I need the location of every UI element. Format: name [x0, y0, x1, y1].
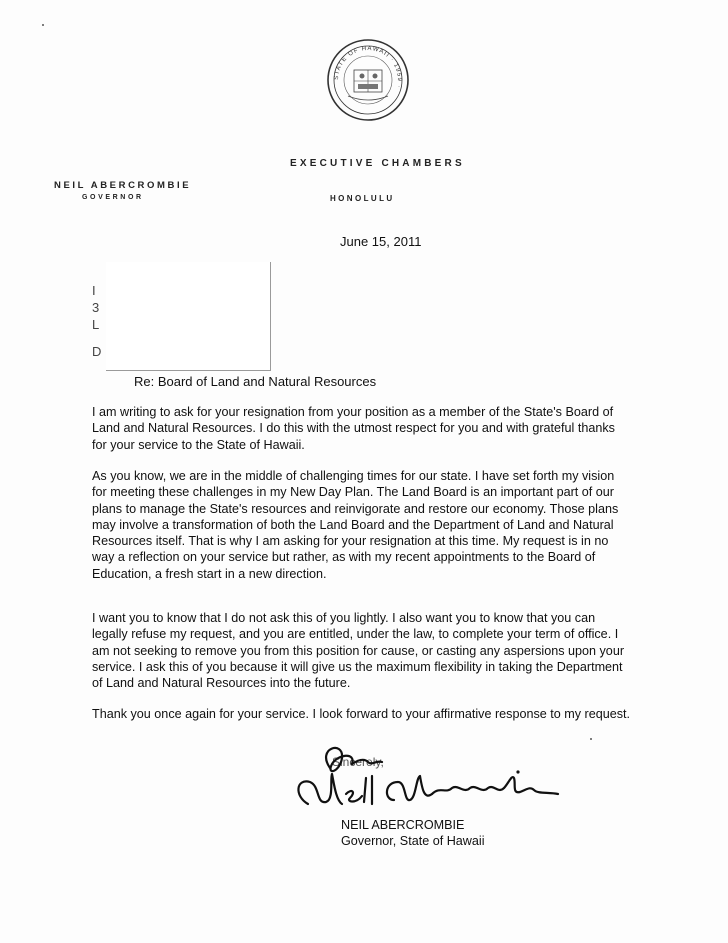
signer-title: Governor, State of Hawaii	[341, 834, 485, 848]
recipient-fragment: D	[92, 344, 102, 359]
body-paragraph-1: I am writing to ask for your resignation from your position as a member of the State's Board of Land and Natural Resources. I do this with the utmost respect for you and with grateful thanks for your service to the State of Hawaii.	[92, 405, 615, 452]
signer-name: NEIL ABERCROMBIE	[341, 818, 465, 832]
svg-text:STATE OF HAWAII · 1959 ·: STATE OF HAWAII · 1959 ·	[333, 45, 403, 89]
letterhead-governor-name: NEIL ABERCROMBIE	[54, 180, 192, 191]
body-paragraph-3: I want you to know that I do not ask this of you lightly. I also want you to know that you can legally refuse my request, and you are entitled, under the law, to complete your term of office. I am not seeking to remove you from this position for cause, or casting any aspersions upon your service. I ask this of you because it will give us the maximum flexibility in taking the Department of Land and Natural Resources into the future.	[92, 611, 625, 691]
body-paragraph-2: As you know, we are in the middle of challenging times for our state. I have set forth my vision for meeting these challenges in my New Day Plan. The Land Board is an important part of our plans to manage the State's resources and reinvigorate and restore our economy. Those plans may involve a transformation of both the Land Board and the Department of Land and Natural Resources itself. That is why I am asking for your resignation at this time. My request is in no way a reflection on your service but rather, as with my recent appointments to the Board of Education, a fresh start in a new direction.	[92, 469, 619, 581]
re-line: Re: Board of Land and Natural Resources	[134, 374, 377, 389]
state-seal-icon	[326, 38, 410, 122]
redacted-recipient-block	[106, 262, 271, 371]
recipient-fragment: 3	[92, 300, 100, 315]
letter-date: June 15, 2011	[340, 234, 422, 249]
letterhead-city: HONOLULU	[330, 194, 395, 203]
closing-sincerely: Sincerely,	[332, 755, 384, 769]
body-paragraph-4: Thank you once again for your service. I look forward to your affirmative response to my request.	[92, 707, 631, 721]
recipient-fragment: I	[92, 283, 96, 298]
handwritten-signature-icon	[286, 738, 566, 820]
recipient-fragment: L	[92, 317, 100, 332]
scan-speck	[42, 24, 44, 26]
letterhead-office: EXECUTIVE CHAMBERS	[290, 158, 465, 169]
letterhead-governor-title: GOVERNOR	[82, 194, 144, 201]
scan-speck	[590, 738, 592, 740]
